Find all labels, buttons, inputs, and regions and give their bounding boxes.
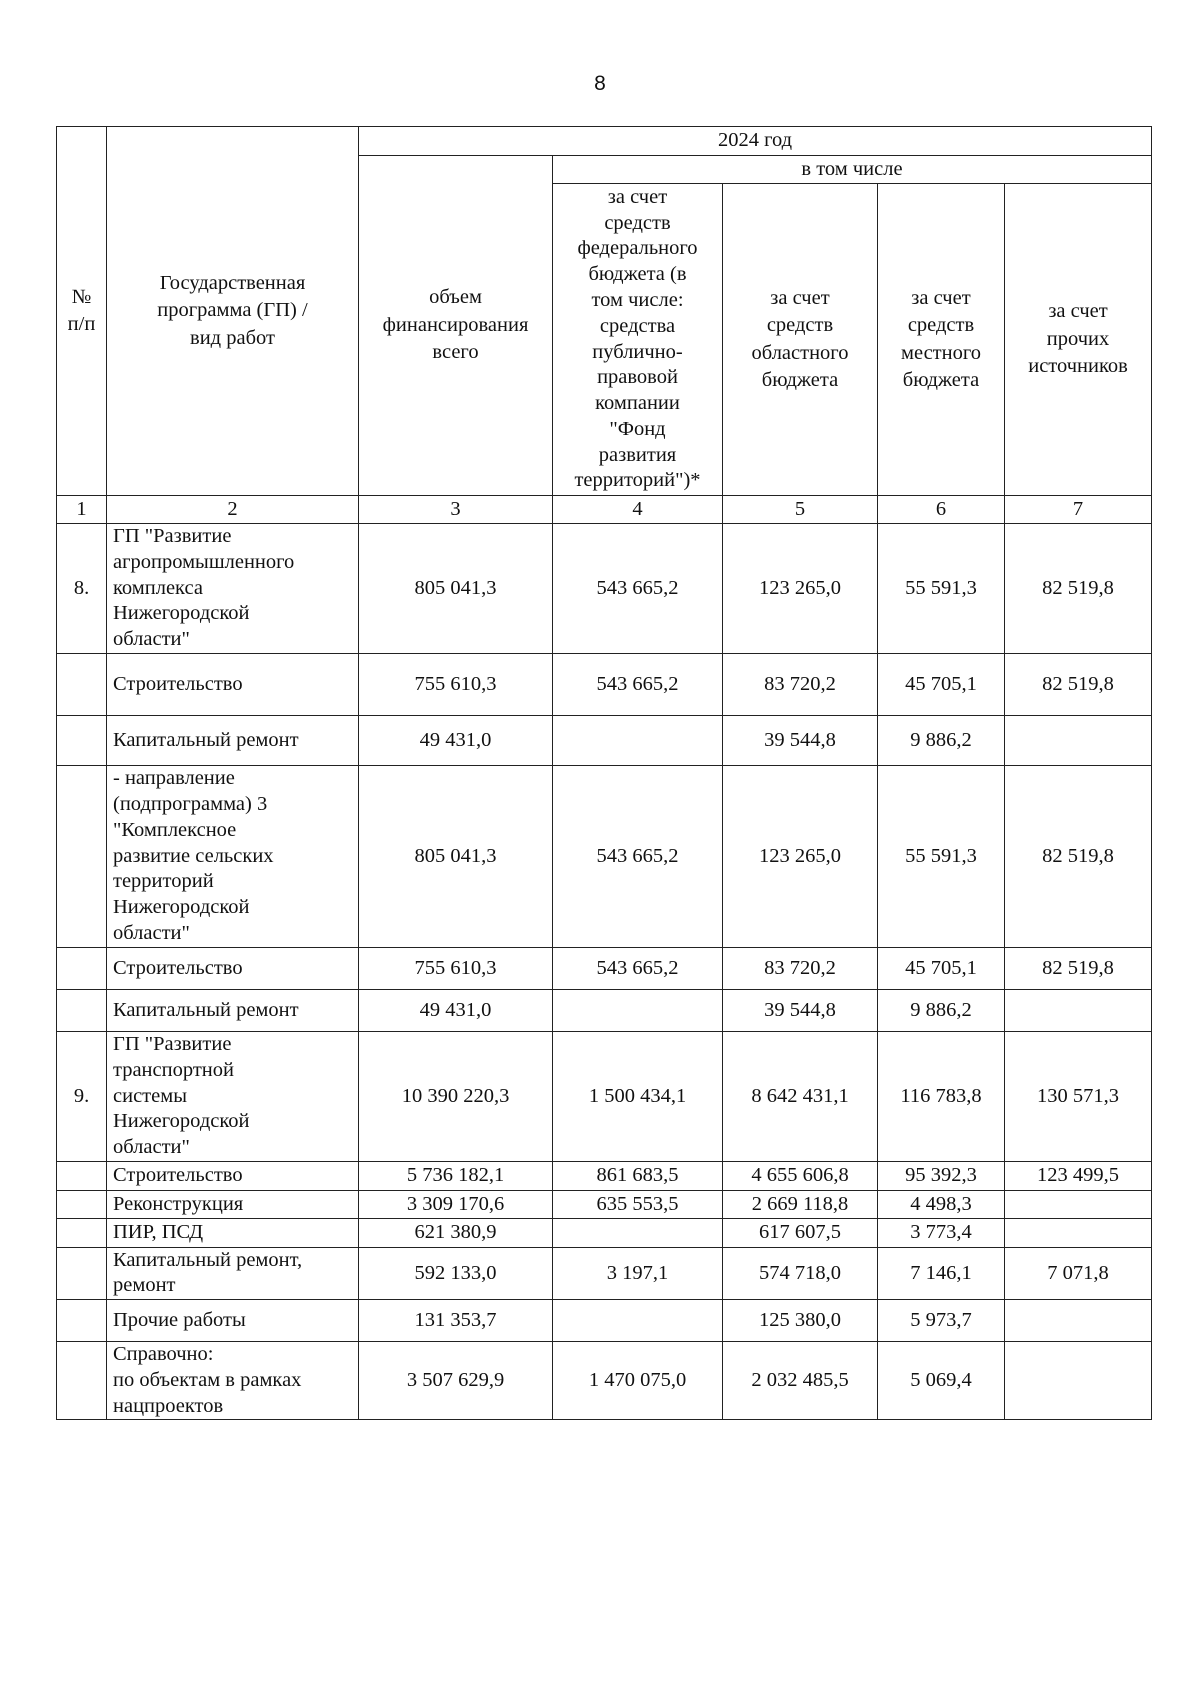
column-number: 3 [359, 496, 553, 524]
row-name: Реконструкция [107, 1190, 359, 1219]
cell-total: 592 133,0 [359, 1247, 553, 1300]
cell-total: 3 507 629,9 [359, 1342, 553, 1420]
cell-federal: 543 665,2 [553, 524, 723, 654]
table-row [57, 654, 1152, 716]
cell-regional: 83 720,2 [723, 948, 878, 990]
cell-other [1005, 716, 1152, 766]
cell-federal [553, 990, 723, 1032]
column-number: 1 [57, 496, 107, 524]
cell-regional: 39 544,8 [723, 716, 878, 766]
row-name: ПИР, ПСД [107, 1219, 359, 1248]
cell-other: 82 519,8 [1005, 524, 1152, 654]
cell-regional: 123 265,0 [723, 766, 878, 948]
row-index [57, 990, 107, 1032]
cell-other [1005, 990, 1152, 1032]
row-name: Капитальный ремонт [107, 716, 359, 766]
row-index [57, 1190, 107, 1219]
row-index [57, 716, 107, 766]
header-regional: за счет средств областного бюджета [723, 184, 878, 496]
row-name: ГП "Развитие транспортной системы Нижегородской области" [107, 1032, 359, 1162]
header-including: в том числе [553, 155, 1152, 184]
cell-local: 9 886,2 [878, 716, 1005, 766]
cell-federal: 543 665,2 [553, 654, 723, 716]
header-other: за счет прочих источников [1005, 184, 1152, 496]
table-row [57, 948, 1152, 990]
column-number: 5 [723, 496, 878, 524]
table-row [57, 524, 1152, 654]
cell-regional: 123 265,0 [723, 524, 878, 654]
column-number: 4 [553, 496, 723, 524]
row-index [57, 654, 107, 716]
cell-local: 4 498,3 [878, 1190, 1005, 1219]
row-name: Капитальный ремонт [107, 990, 359, 1032]
cell-local: 7 146,1 [878, 1247, 1005, 1300]
table-row [57, 766, 1152, 948]
cell-total: 755 610,3 [359, 654, 553, 716]
cell-federal: 543 665,2 [553, 766, 723, 948]
row-index: 9. [57, 1032, 107, 1162]
row-index [57, 1300, 107, 1342]
cell-total: 49 431,0 [359, 990, 553, 1032]
row-name: Строительство [107, 948, 359, 990]
cell-other [1005, 1300, 1152, 1342]
cell-regional: 617 607,5 [723, 1219, 878, 1248]
cell-total: 755 610,3 [359, 948, 553, 990]
cell-local: 45 705,1 [878, 948, 1005, 990]
row-name: Справочно: по объектам в рамках нацпроектов [107, 1342, 359, 1420]
cell-other [1005, 1219, 1152, 1248]
cell-local: 3 773,4 [878, 1219, 1005, 1248]
table-row [57, 990, 1152, 1032]
row-index [57, 766, 107, 948]
row-name: - направление (подпрограмма) 3 "Комплексное развитие сельских территорий Нижегородской области" [107, 766, 359, 948]
table-row [57, 1300, 1152, 1342]
cell-local: 95 392,3 [878, 1162, 1005, 1191]
row-index [57, 1247, 107, 1300]
cell-regional: 2 669 118,8 [723, 1190, 878, 1219]
table-row [57, 1247, 1152, 1300]
table-row [57, 1219, 1152, 1248]
header-program: Государственная программа (ГП) / вид работ [107, 127, 359, 496]
cell-total: 805 041,3 [359, 766, 553, 948]
header-year: 2024 год [359, 127, 1152, 156]
table-row [57, 1190, 1152, 1219]
table-row [57, 716, 1152, 766]
cell-federal: 1 470 075,0 [553, 1342, 723, 1420]
cell-local: 116 783,8 [878, 1032, 1005, 1162]
row-name: Прочие работы [107, 1300, 359, 1342]
row-index: 8. [57, 524, 107, 654]
header-index: № п/п [57, 127, 107, 496]
financing-table [56, 126, 1152, 1420]
header-federal: за счет средств федерального бюджета (в том числе: средства публично- правовой компании "Фонд развития территорий")* [553, 184, 723, 496]
cell-federal [553, 716, 723, 766]
cell-federal: 3 197,1 [553, 1247, 723, 1300]
cell-regional: 2 032 485,5 [723, 1342, 878, 1420]
cell-federal [553, 1219, 723, 1248]
row-index [57, 1162, 107, 1191]
row-name: Капитальный ремонт, ремонт [107, 1247, 359, 1300]
cell-regional: 83 720,2 [723, 654, 878, 716]
cell-regional: 125 380,0 [723, 1300, 878, 1342]
cell-regional: 574 718,0 [723, 1247, 878, 1300]
cell-other: 82 519,8 [1005, 948, 1152, 990]
row-name: Строительство [107, 1162, 359, 1191]
cell-total: 49 431,0 [359, 716, 553, 766]
cell-total: 3 309 170,6 [359, 1190, 553, 1219]
row-name: ГП "Развитие агропромышленного комплекса Нижегородской области" [107, 524, 359, 654]
cell-other: 7 071,8 [1005, 1247, 1152, 1300]
column-number: 7 [1005, 496, 1152, 524]
cell-total: 10 390 220,3 [359, 1032, 553, 1162]
cell-other: 82 519,8 [1005, 654, 1152, 716]
cell-federal [553, 1300, 723, 1342]
cell-total: 805 041,3 [359, 524, 553, 654]
cell-other [1005, 1190, 1152, 1219]
cell-other: 130 571,3 [1005, 1032, 1152, 1162]
cell-regional: 4 655 606,8 [723, 1162, 878, 1191]
row-name: Строительство [107, 654, 359, 716]
page-number: 8 [594, 72, 606, 95]
column-numbers-row [57, 496, 1152, 524]
table-row [57, 1342, 1152, 1420]
cell-other: 82 519,8 [1005, 766, 1152, 948]
cell-federal: 635 553,5 [553, 1190, 723, 1219]
cell-local: 5 973,7 [878, 1300, 1005, 1342]
header-total: объем финансирования всего [359, 155, 553, 496]
table-row [57, 1032, 1152, 1162]
cell-other [1005, 1342, 1152, 1420]
header-local: за счет средств местного бюджета [878, 184, 1005, 496]
cell-local: 55 591,3 [878, 524, 1005, 654]
cell-federal: 1 500 434,1 [553, 1032, 723, 1162]
cell-regional: 39 544,8 [723, 990, 878, 1032]
cell-total: 131 353,7 [359, 1300, 553, 1342]
row-index [57, 1342, 107, 1420]
cell-local: 5 069,4 [878, 1342, 1005, 1420]
cell-local: 55 591,3 [878, 766, 1005, 948]
cell-total: 5 736 182,1 [359, 1162, 553, 1191]
row-index [57, 1219, 107, 1248]
cell-federal: 861 683,5 [553, 1162, 723, 1191]
cell-total: 621 380,9 [359, 1219, 553, 1248]
column-number: 6 [878, 496, 1005, 524]
cell-federal: 543 665,2 [553, 948, 723, 990]
cell-regional: 8 642 431,1 [723, 1032, 878, 1162]
column-number: 2 [107, 496, 359, 524]
cell-other: 123 499,5 [1005, 1162, 1152, 1191]
table-row [57, 1162, 1152, 1191]
row-index [57, 948, 107, 990]
cell-local: 45 705,1 [878, 654, 1005, 716]
table-body [57, 496, 1152, 1420]
cell-local: 9 886,2 [878, 990, 1005, 1032]
